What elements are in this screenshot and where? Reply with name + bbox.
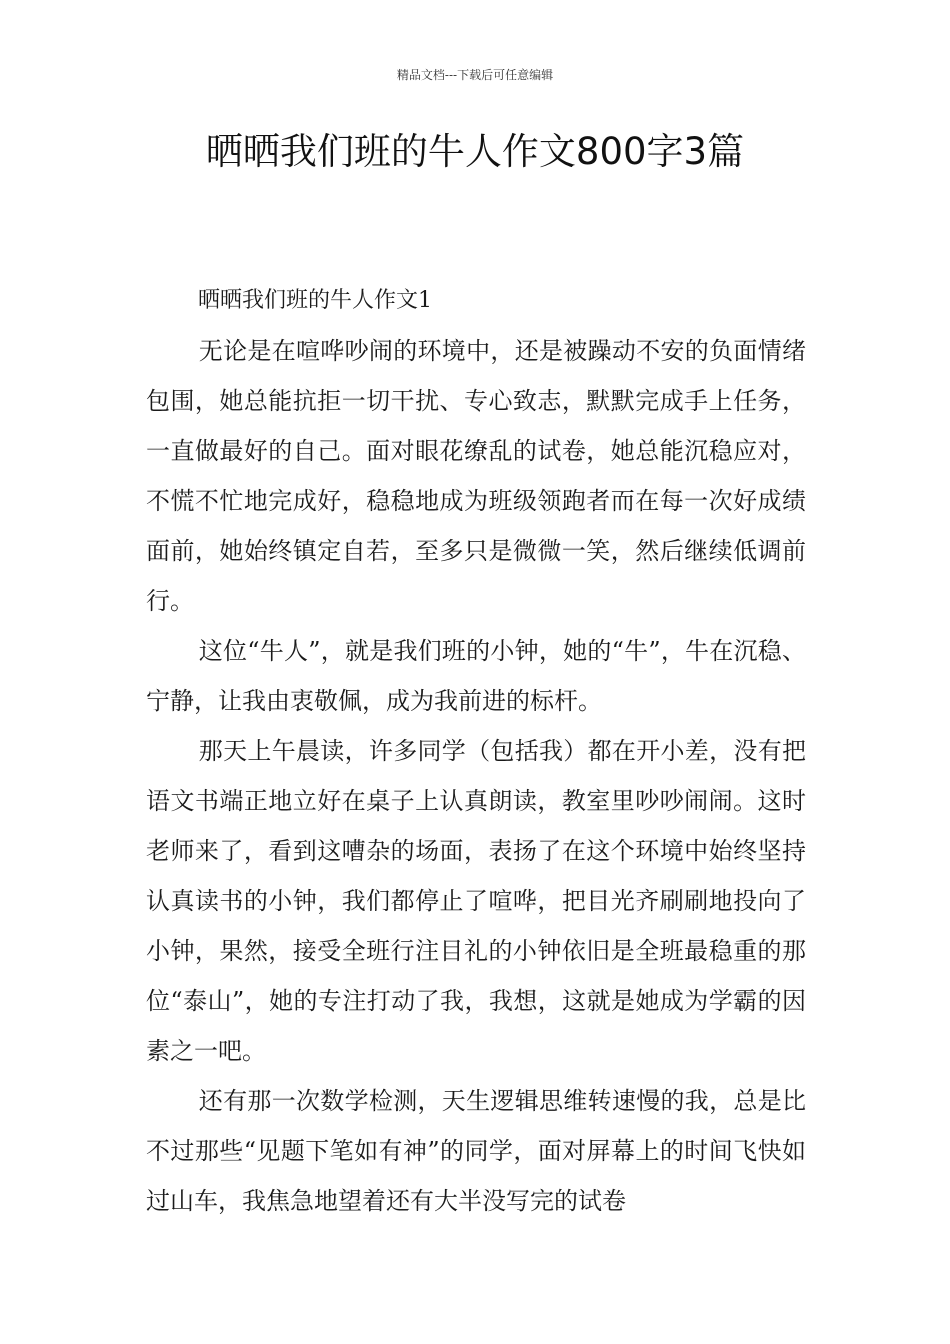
- page-header-note: 精品文档---下载后可任意编辑: [396, 68, 554, 82]
- paragraph-1: 无论是在喧哗吵闹的环境中，还是被躁动不安的负面情绪包围，她总能抗拒一切干扰、专心致志，默默完成手上任务，一直做最好的自己。面对眼花缭乱的试卷，她总能沉稳应对，不慌不忙地完成好，稳稳地成为班级领跑者而在每一次好成绩面前，她始终镇定自若，至多只是微微一笑，然后继续低调前行。: [146, 337, 806, 615]
- paragraph-3: 那天上午晨读，许多同学（包括我）都在开小差，没有把语文书端正地立好在桌子上认真朗读，教室里吵吵闹闹。这时老师来了，看到这嘈杂的场面，表扬了在这个环境中始终坚持认真读书的小钟，我们都停止了喧哗，把目光齐刷刷地投向了小钟，果然，接受全班行注目礼的小钟依旧是全班最稳重的那位“泰山”，她的专注打动了我，我想，这就是她成为学霸的因素之一吧。: [146, 737, 806, 1065]
- essay-subheading: 晒晒我们班的牛人作文1: [198, 288, 432, 313]
- document-body: [146, 276, 806, 1226]
- paragraph-2: 这位“牛人”，就是我们班的小钟，她的“牛”，牛在沉稳、宁静，让我由衷敬佩，成为我前进的标杆。: [146, 637, 806, 715]
- document-title: 晒晒我们班的牛人作文800字3篇: [205, 130, 745, 173]
- paragraph-4: 还有那一次数学检测，天生逻辑思维转速慢的我，总是比不过那些“见题下笔如有神”的同学，面对屏幕上的时间飞快如过山车，我焦急地望着还有大半没写完的试卷: [146, 1087, 806, 1215]
